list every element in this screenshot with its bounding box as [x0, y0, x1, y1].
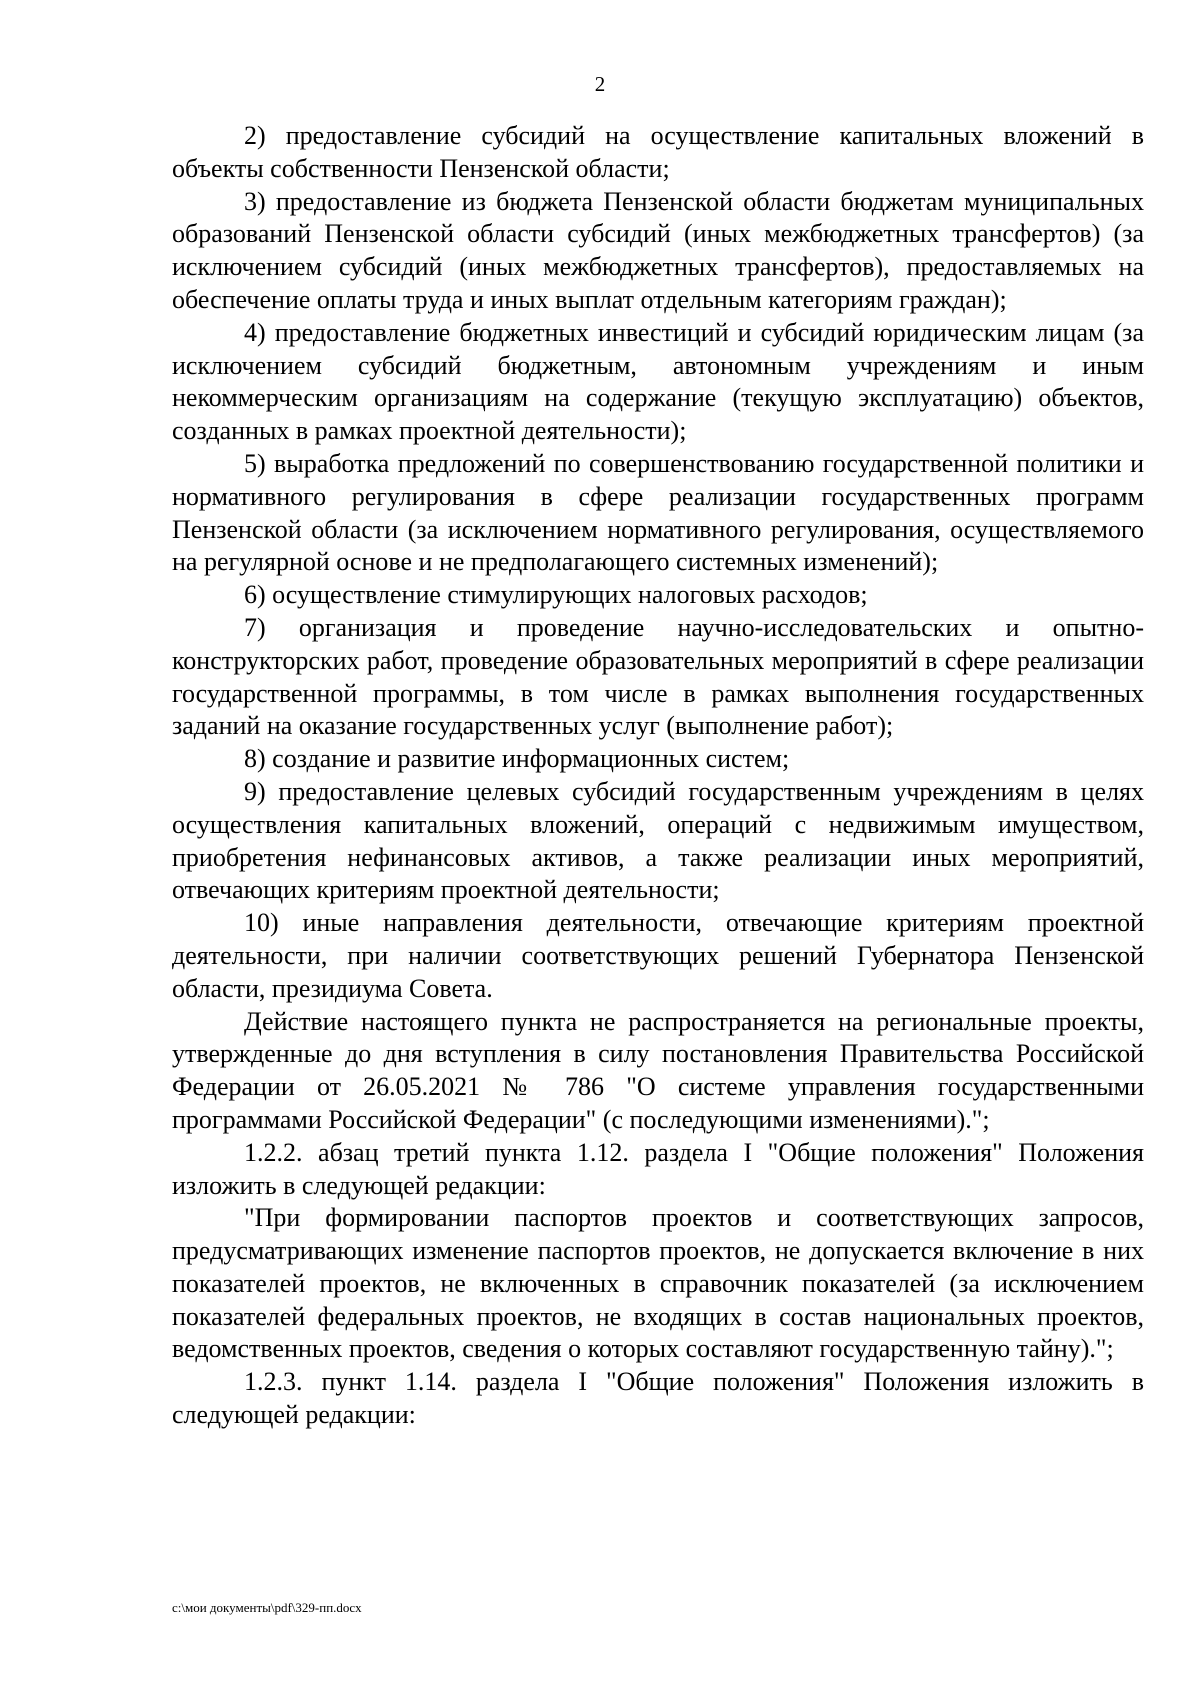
document-body	[172, 120, 1144, 1432]
paragraph: 6) осуществление стимулирующих налоговых расходов;	[244, 580, 868, 610]
page-number: 2	[594, 72, 606, 96]
paragraph: 2) предоставление субсидий на осуществление капитальных вложений в объекты собственности Пензенской области;	[172, 121, 1144, 183]
paragraph: 3) предоставление из бюджета Пензенской области бюджетам муниципальных образований Пензенской области субсидий (иных межбюджетных трансфертов) (за исключением субсидий (иных межбюджетных трансфертов), предоставляемых на обеспечение оплаты труда и иных выплат отдельным категориям граждан);	[172, 186, 1144, 314]
footer-file-path: c:\мои документы\pdf\329-пп.docx	[172, 1600, 362, 1615]
paragraph: 4) предоставление бюджетных инвестиций и субсидий юридическим лицам (за исключением субсидий бюджетным, автономным учреждениям и иным некоммерческим организациям на содержание (текущую эксплуатацию) объектов, созданных в рамках проектной деятельности);	[172, 317, 1144, 446]
paragraph: Действие настоящего пункта не распространяется на региональные проекты, утвержденные до дня вступления в силу постановления Правительства Российской Федерации от 26.05.2021 № 786 "О системе управления государственными программами Российской Федерации" (с последующими изменениями).";	[172, 1006, 1144, 1134]
paragraph: 10) иные направления деятельности, отвечающие критериям проектной деятельности, при наличии соответствующих решений Губернатора Пензенской области, президиума Совета.	[172, 908, 1144, 1003]
paragraph: 1.2.2. абзац третий пункта 1.12. раздела I "Общие положения" Положения изложить в следующей редакции:	[172, 1137, 1144, 1200]
paragraph: 9) предоставление целевых субсидий государственным учреждениям в целях осуществления капитальных вложений, операций с недвижимым имуществом, приобретения нефинансовых активов, а также реализации иных мероприятий, отвечающих критериям проектной деятельности;	[172, 776, 1144, 905]
paragraph: 5) выработка предложений по совершенствованию государственной политики и нормативного регулирования в сфере реализации государственных программ Пензенской области (за исключением нормативного регулирования, осуществляемого на регулярной основе и не предполагающего системных изменений);	[172, 448, 1144, 577]
paragraph: 1.2.3. пункт 1.14. раздела I "Общие положения" Положения изложить в следующей редакции:	[172, 1367, 1144, 1430]
paragraph: "При формировании паспортов проектов и соответствующих запросов, предусматривающих изменение паспортов проектов, не допускается включение в них показателей проектов, не включенных в справочник показателей (за исключением показателей федеральных проектов, не входящих в состав национальных проектов, ведомственных проектов, сведения о которых составляют государственную тайну).";	[172, 1203, 1144, 1364]
paragraph: 7) организация и проведение научно-исследовательских и опытно-конструкторских работ, проведение образовательных мероприятий в сфере реализации государственной программы, в том числе в рамках выполнения государственных заданий на оказание государственных услуг (выполнение работ);	[172, 612, 1144, 741]
paragraph: 8) создание и развитие информационных систем;	[244, 744, 790, 774]
